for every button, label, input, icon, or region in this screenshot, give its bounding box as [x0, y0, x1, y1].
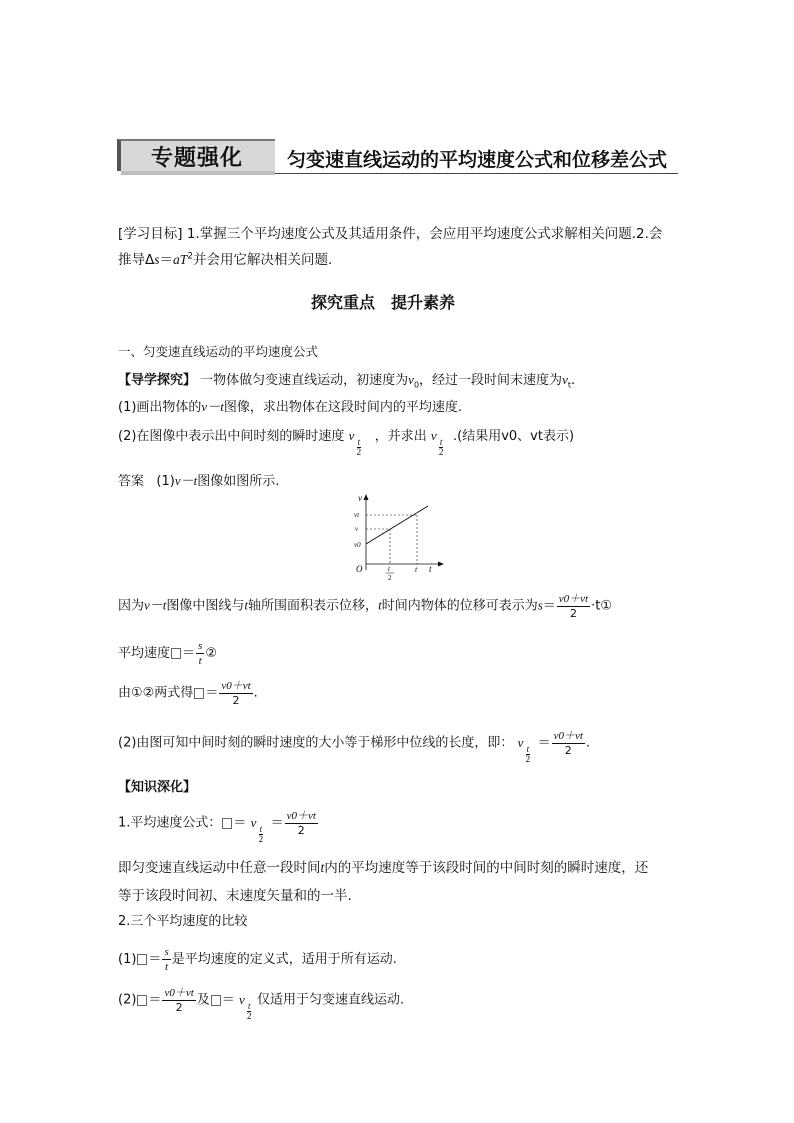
- graph-label-vhalf: v: [355, 525, 359, 533]
- v-bar-icon: [171, 648, 181, 659]
- question-2: (2)在图像中表示出中间时刻的瞬时速度 v t 2 ，并求出 v t 2 .(结果用v0、vt表示): [118, 428, 575, 457]
- combine-line: 由①②两式得 ＝ $\frac{v0+vt}{2}$ .: [118, 680, 258, 707]
- because-line: 因为v－t图像中图线与t轴所围面积表示位移，t时间内物体的位移可表示为s＝ $\frac{v0+vt}{2}$ ·t①: [118, 593, 612, 620]
- question-1: (1)画出物体的v－t图像，求出物体在这段时间内的平均速度.: [118, 399, 462, 415]
- compare-1: (1) ＝ $\frac{s}{t}$ 是平均速度的定义式，适用于所有运动.: [118, 946, 397, 973]
- part1-heading: 一、匀变速直线运动的平均速度公式: [118, 344, 319, 359]
- graph-t-arrow: [438, 562, 444, 567]
- knowledge-desc2: 等于该段时间初、末速度矢量和的一半.: [118, 888, 352, 904]
- vt-graph: [350, 492, 450, 582]
- header-badge: [117, 139, 275, 175]
- graph-axis-v: v: [358, 493, 362, 503]
- v-bar-icon: [137, 954, 147, 965]
- knowledge-label: 【知识深化】: [118, 780, 197, 795]
- graph-line: [366, 506, 428, 544]
- part2-line: (2)由图可知中间时刻的瞬时速度的大小等于梯形中位线的长度，即： v t 2 ＝ $\frac{v0+vt}{2}$ .: [118, 730, 591, 764]
- page-title: 匀变速直线运动的平均速度公式和位移差公式: [287, 149, 668, 171]
- graph-tick-t: t: [415, 565, 418, 574]
- header-rule: [275, 173, 678, 174]
- graph-tick-half-den: 2: [388, 574, 392, 582]
- objectives-line2: 推导$\Delta s=aT^2$并会用它解决相关问题.: [118, 251, 333, 268]
- graph-v-arrow: [364, 494, 369, 500]
- knowledge-item1: 1.平均速度公式： ＝ v t 2 ＝ $\frac{v0+vt}{2}$: [118, 810, 316, 844]
- explore-line: 【导学探究】 一物体做匀变速直线运动，初速度为$v_0$，经过一段时间末速度为$v_t$.: [118, 372, 576, 390]
- v-bar-icon: [194, 688, 204, 699]
- objectives-line1: [学习目标] 1.掌握三个平均速度公式及其适用条件，会应用平均速度公式求解相关问题.2.会: [118, 226, 663, 242]
- graph-tick-half-num: t: [388, 565, 390, 573]
- v-bar-icon: [137, 995, 147, 1006]
- answer-line: 答案 (1)v－t图像如图所示.: [118, 473, 280, 489]
- v-bar-icon: [211, 995, 221, 1006]
- compare-2: (2) ＝ $\frac{v0+vt}{2}$ 及 ＝ v t 2 仅适用于匀变速直线运动.: [118, 987, 405, 1021]
- v-bar-icon: [222, 818, 232, 829]
- avg-line: 平均速度 ＝ $\frac{s}{t}$ ②: [118, 640, 217, 667]
- graph-axis-t: t: [429, 564, 432, 574]
- graph-label-v0: v0: [354, 541, 361, 549]
- knowledge-desc1: 即匀变速直线运动中任意一段时间t内的平均速度等于该段时间的中间时刻的瞬时速度，还: [118, 860, 649, 876]
- graph-origin: O: [356, 564, 363, 574]
- header-badge-text: 专题强化: [151, 146, 244, 171]
- knowledge-item2: 2.三个平均速度的比较: [118, 914, 248, 929]
- graph-label-vt: vt: [354, 511, 360, 519]
- section-title: 探究重点 提升素养: [311, 293, 456, 312]
